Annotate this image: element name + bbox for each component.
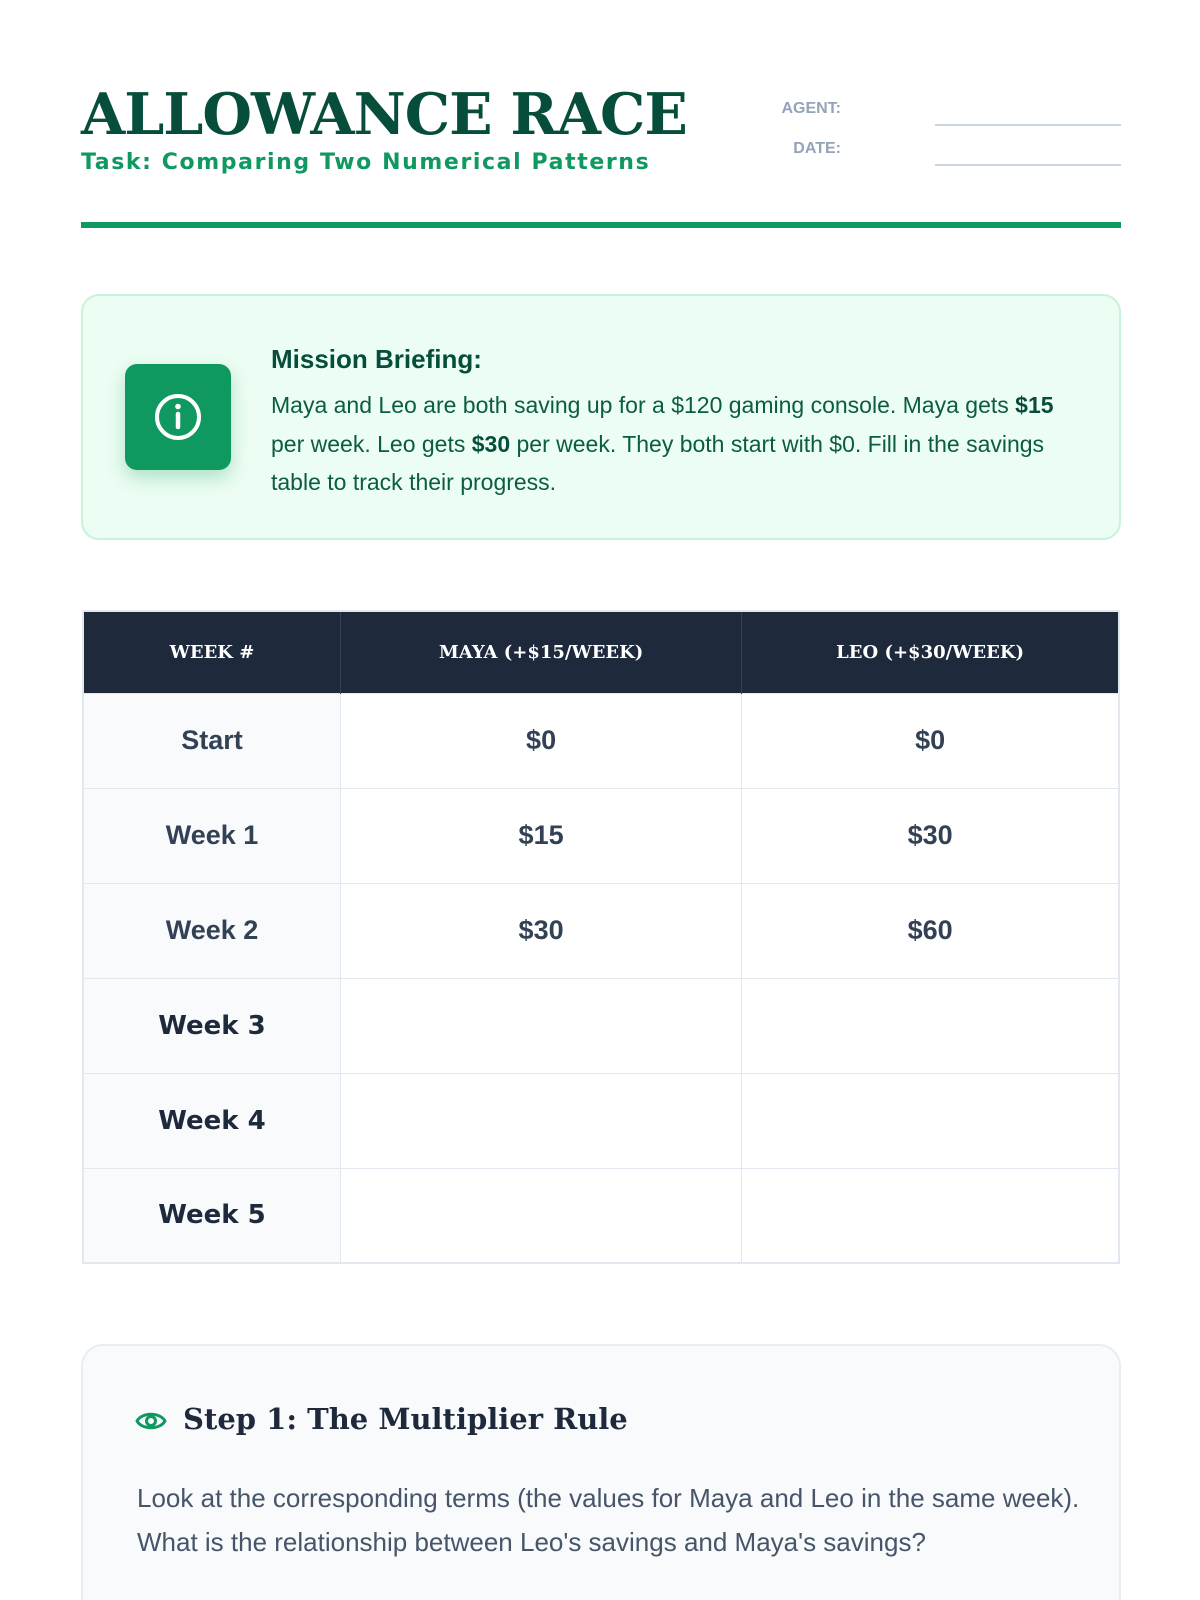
info-icon <box>125 364 231 470</box>
week-cell: Week 1 <box>83 788 340 883</box>
week-cell: Week 4 <box>83 1073 340 1168</box>
date-label: DATE: <box>793 140 841 157</box>
page-subtitle: Task: Comparing Two Numerical Patterns <box>81 150 651 175</box>
maya-answer-cell[interactable] <box>340 1073 741 1168</box>
week-cell: Start <box>83 693 340 788</box>
maya-rate: $15 <box>1015 392 1054 418</box>
mission-briefing-card <box>81 294 1121 540</box>
table-row <box>83 978 1119 1073</box>
leo-cell: $0 <box>742 693 1119 788</box>
leo-cell: $30 <box>742 788 1119 883</box>
leo-answer-cell[interactable] <box>742 1073 1119 1168</box>
briefing-title: Mission Briefing: <box>271 344 482 374</box>
agent-label: AGENT: <box>781 100 841 117</box>
week-cell: Week 5 <box>83 1168 340 1263</box>
table-row <box>83 788 1119 883</box>
agent-input-line[interactable] <box>935 124 1121 126</box>
table-row <box>83 1168 1119 1263</box>
header-maya: MAYA (+$15/WEEK) <box>340 611 741 693</box>
week-cell: Week 2 <box>83 883 340 978</box>
leo-answer-cell[interactable] <box>742 1168 1119 1263</box>
step-1-title: Step 1: The Multiplier Rule <box>183 1402 628 1436</box>
maya-answer-cell[interactable] <box>340 1168 741 1263</box>
eye-icon <box>135 1408 167 1439</box>
date-field[interactable] <box>771 136 1121 166</box>
worksheet-header <box>81 81 1121 228</box>
briefing-text: Maya and Leo are both saving up for a $120 gaming console. Maya gets $15 per week. Leo gets $30 per week. They both start with $0. Fill in the savings table to track their progress. <box>271 392 1054 495</box>
step-1-text: Look at the corresponding terms (the values for Maya and Leo in the same week). What is the relationship between Leo's savings and Maya's savings? <box>137 1483 1080 1557</box>
table-header-row <box>83 611 1119 693</box>
step-1-card <box>81 1344 1121 1600</box>
maya-answer-cell[interactable] <box>340 978 741 1073</box>
header-leo: LEO (+$30/WEEK) <box>742 611 1119 693</box>
maya-cell: $15 <box>340 788 741 883</box>
date-input-line[interactable] <box>935 164 1121 166</box>
table-row <box>83 883 1119 978</box>
table-row <box>83 1073 1119 1168</box>
maya-cell: $0 <box>340 693 741 788</box>
leo-answer-cell[interactable] <box>742 978 1119 1073</box>
header-week: WEEK # <box>83 611 340 693</box>
savings-table <box>82 610 1120 1264</box>
table-row <box>83 693 1119 788</box>
leo-rate: $30 <box>471 430 511 457</box>
page-title: ALLOWANCE RACE <box>81 81 687 148</box>
maya-cell: $30 <box>340 883 741 978</box>
week-cell: Week 3 <box>83 978 340 1073</box>
leo-cell: $60 <box>742 883 1119 978</box>
agent-field[interactable] <box>771 96 1121 126</box>
